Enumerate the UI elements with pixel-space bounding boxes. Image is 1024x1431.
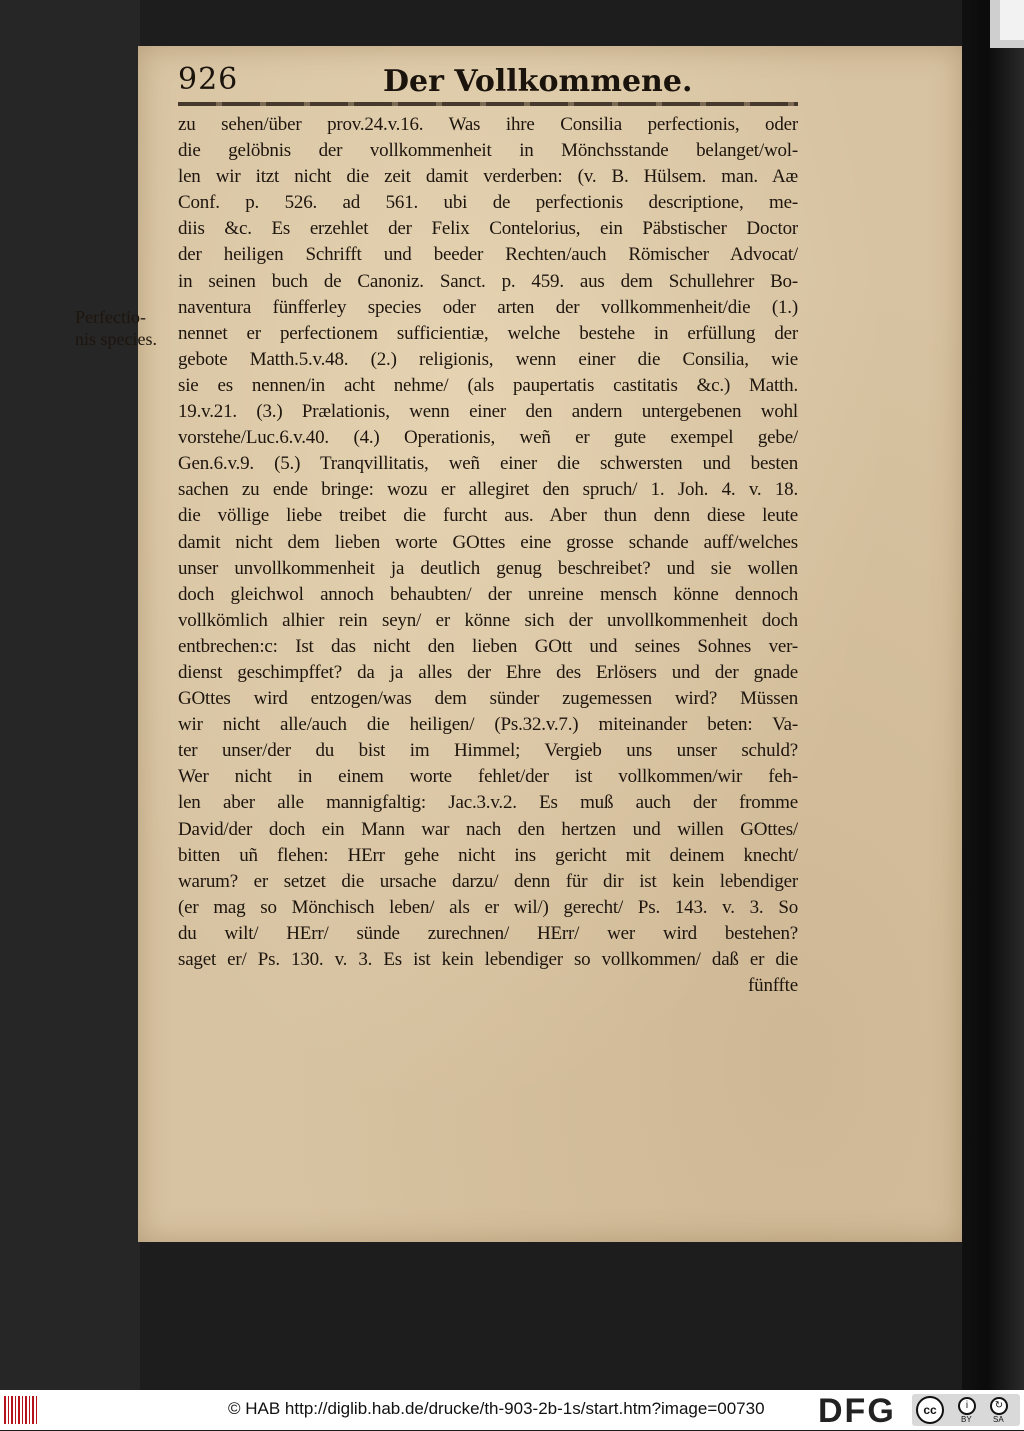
text-line: bitten uñ flehen: HErr gehe nicht ins gericht mit deinem knecht/ <box>178 844 798 866</box>
text-line: Gen.6.v.9. (5.) Tranqvillitatis, weñ einer die schwersten und besten <box>178 453 798 475</box>
catchword: fünffte <box>748 975 798 997</box>
sa-icon: ↻ <box>990 1397 1008 1415</box>
header-rule <box>178 102 798 106</box>
by-icon: i <box>958 1397 976 1415</box>
text-line: in seinen buch de Canoniz. Sanct. p. 459. aus dem Schullehrer Bo- <box>178 270 798 292</box>
text-line: len aber alle mannigfaltig: Jac.3.v.2. Es muß auch der fromme <box>178 792 798 814</box>
page-header <box>178 62 798 102</box>
running-title: Der Vollkommene. <box>383 64 693 99</box>
text-line: Conf. p. 526. ad 561. ubi de perfectionis descriptione, me- <box>178 192 798 214</box>
text-line: warum? er setzet die ursache darzu/ denn für dir ist kein lebendiger <box>178 870 798 892</box>
source-credit-link[interactable]: © HAB http://diglib.hab.de/drucke/th-903-2b-1s/start.htm?image=00730 <box>228 1399 765 1418</box>
cc-icon: cc <box>916 1396 944 1424</box>
text-line: du wilt/ HErr/ sünde zurechnen/ HErr/ wer wird bestehen? <box>178 922 798 944</box>
text-line: naventura fünfferley species oder arten der vollkommenheit/die (1.) <box>178 296 798 318</box>
text-line: ter unser/der du bist im Himmel; Vergieb uns unser schuld? <box>178 740 798 762</box>
text-line: sie es nennen/in acht nehme/ (als paupertatis castitatis &c.) Matth. <box>178 374 798 396</box>
text-line: wir nicht alle/auch die heiligen/ (Ps.32.v.7.) miteinander beten: Va- <box>178 714 798 736</box>
scan-edge-highlight <box>1000 0 1024 40</box>
text-line: gebote Matth.5.v.48. (2.) religionis, wenn einer die Consilia, wie <box>178 348 798 370</box>
dfg-logo: DFG <box>818 1392 896 1430</box>
text-line: der heiligen Schrifft und beeder Rechten/auch Römischer Advocat/ <box>178 244 798 266</box>
margin-note-line: nis species. <box>75 329 157 349</box>
margin-note <box>75 306 175 350</box>
text-line: zu sehen/über prov.24.v.16. Was ihre Consilia perfectionis, oder <box>178 114 798 135</box>
text-line: sachen zu ende bringe: wozu er allegiret den spruch/ 1. Joh. 4. v. 18. <box>178 479 798 501</box>
page-number: 926 <box>178 62 239 97</box>
text-line: len wir itzt nicht die zeit damit verderben: (v. B. Hülsem. man. Aæ <box>178 166 798 188</box>
text-line: diis &c. Es erzehlet der Felix Contelorius, ein Päbstischer Doctor <box>178 218 798 240</box>
margin-note-line: Perfectio- <box>75 307 146 327</box>
cc-license-badge[interactable] <box>912 1394 1020 1426</box>
text-line: vollkömlich alhier rein seyn/ er könne sich der unvollkommenheit doch <box>178 609 798 631</box>
text-line: GOttes wird entzogen/was dem sünder zugemessen wird? Müssen <box>178 688 798 710</box>
text-line: entbrechen:c: Ist das nicht den lieben GOtt und seines Sohnes ver- <box>178 635 798 657</box>
text-line: David/der doch ein Mann war nach den hertzen und willen GOttes/ <box>178 818 798 840</box>
text-line: dienst geschimpffet? da ja alles der Ehre des Erlösers und der gnade <box>178 661 798 683</box>
text-line: unser unvollkommenheit ja deutlich genug beschreibet? und sie wollen <box>178 557 798 579</box>
text-line: Wer nicht in einem worte fehlet/der ist vollkommen/wir feh- <box>178 766 798 788</box>
viewer-footer <box>0 1390 1024 1430</box>
scan-background-right <box>962 0 1024 1390</box>
text-line: die gelöbnis der vollkommenheit in Mönchsstande belanget/wol- <box>178 140 798 162</box>
text-line: die völlige liebe treibet die furcht aus. Aber thun denn diese leute <box>178 505 798 527</box>
text-line: nennet er perfectionem sufficientiæ, welche bestehe in erfüllung der <box>178 322 798 344</box>
text-line: 19.v.21. (3.) Prælationis, wenn einer den andern untergebenen wohl <box>178 401 798 423</box>
sa-label: SA <box>993 1415 1004 1424</box>
text-line: damit nicht dem lieben worte GOttes eine grosse schande auff/welches <box>178 531 798 553</box>
scan-background-left <box>0 0 140 1390</box>
text-line: saget er/ Ps. 130. v. 3. Es ist kein lebendiger so vollkommen/ daß er die <box>178 949 798 970</box>
body-text <box>178 112 798 999</box>
by-label: BY <box>961 1415 972 1424</box>
text-line: vorstehe/Luc.6.v.40. (4.) Operationis, weñ er gute exempel gebe/ <box>178 427 798 449</box>
text-line: (er mag so Mönchisch leben/ als er wil/) gerecht/ Ps. 143. v. 3. So <box>178 896 798 918</box>
text-line: doch gleichwol annoch behaubten/ der unreine mensch könne dennoch <box>178 583 798 605</box>
barcode-icon <box>4 1396 38 1424</box>
